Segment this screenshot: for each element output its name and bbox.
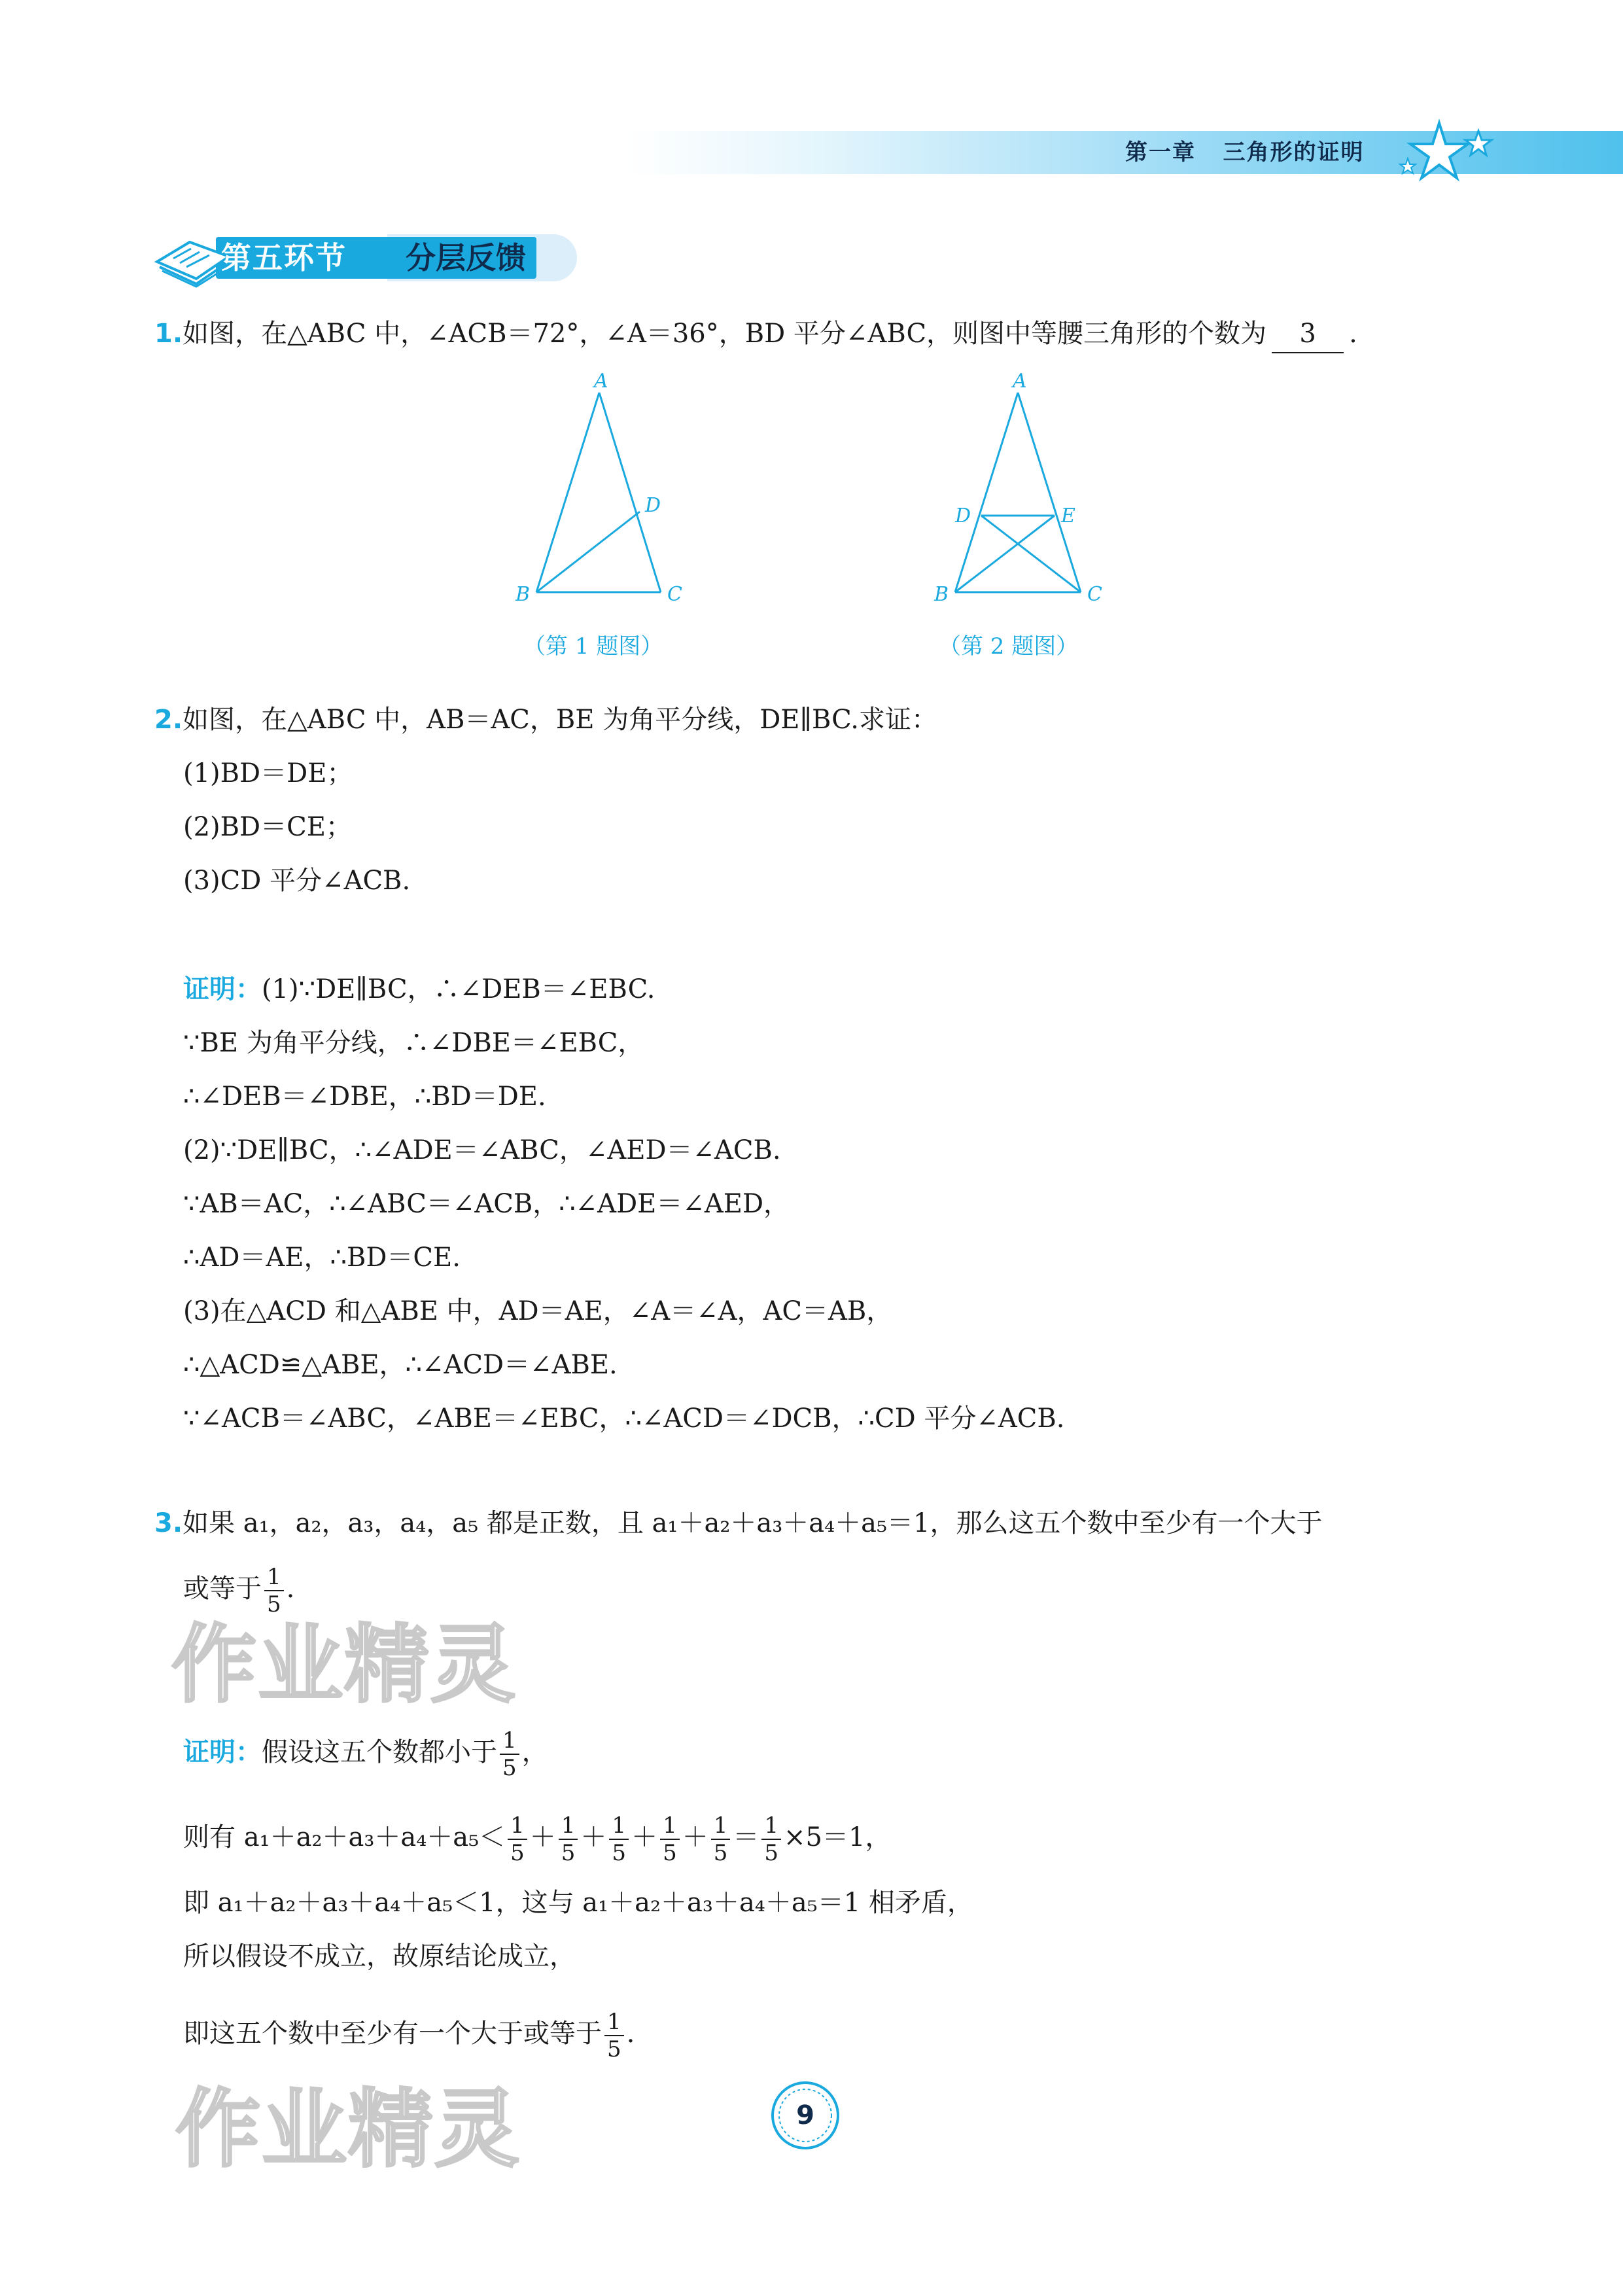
figure-2-lines: [955, 393, 1081, 592]
proof-2-line-4: (2)∵DE∥BC，∴∠ADE＝∠ABC，∠AED＝∠ACB.: [183, 1135, 781, 1165]
question-3-line-1: 如果 a₁，a₂，a₃，a₄，a₅ 都是正数，且 a₁＋a₂＋a₃＋a₄＋a₅＝1，那么这五个数中至少有一个大于: [183, 1508, 1323, 1538]
proof-3-text-5-end: .: [626, 2019, 635, 2049]
plus-sign: ＋: [631, 1822, 658, 1852]
question-2-part-1: (1)BD＝DE；: [183, 758, 353, 788]
fraction-one-fifth: [500, 1727, 519, 1781]
fraction-one-fifth: [559, 1812, 578, 1866]
equals-sign: ＝: [733, 1822, 759, 1852]
proof-3-line-1: [183, 1727, 548, 1781]
proof-2-line-8: ∴△ACD≌△ABE，∴∠ACD＝∠ABE.: [183, 1350, 618, 1380]
proof-3-line-4: 所以假设不成立，故原结论成立，: [183, 1941, 576, 1971]
question-1-answer: 3: [1272, 315, 1344, 353]
proof-2-line-1: [183, 971, 655, 1008]
fraction-den: 5: [502, 1755, 517, 1781]
fraction-den: 5: [607, 2036, 621, 2062]
fig1-label-d: D: [645, 494, 661, 517]
question-2-text: 如图，在△ABC 中，AB＝AC，BE 为角平分线，DE∥BC.求证：: [183, 705, 937, 735]
fig2-label-d: D: [955, 504, 971, 527]
fraction-den: 5: [764, 1840, 778, 1866]
proof-2-text-1: (1)∵DE∥BC，∴∠DEB＝∠EBC.: [262, 974, 655, 1004]
proof-3-line-3: 即 a₁＋a₂＋a₃＋a₄＋a₅＜1，这与 a₁＋a₂＋a₃＋a₄＋a₅＝1 相矛盾，: [183, 1888, 973, 1918]
question-1-end: .: [1349, 319, 1357, 349]
fraction-one-fifth: [604, 2009, 624, 2062]
fraction-one-fifth: [711, 1812, 731, 1866]
proof-3-text-1-end: ，: [521, 1737, 548, 1767]
question-3-number: 3.: [154, 1508, 183, 1538]
fraction-num: 1: [660, 1812, 680, 1840]
fig2-label-e: E: [1061, 504, 1075, 527]
fraction-num: 1: [761, 1812, 781, 1840]
fig1-label-a: A: [594, 370, 608, 393]
proof-2-line-2: ∵BE 为角平分线，∴∠DBE＝∠EBC，: [183, 1028, 644, 1058]
section-banner: [150, 229, 582, 288]
fig2-label-b: B: [934, 583, 949, 606]
question-2-part-2: (2)BD＝CE；: [183, 812, 352, 842]
question-1: [154, 315, 1357, 353]
question-3-line-2-end: .: [286, 1574, 295, 1604]
fraction-one-fifth: [508, 1812, 527, 1866]
fraction-num: 1: [711, 1812, 731, 1840]
page-number-badge: [769, 2079, 841, 2151]
fraction-num: 1: [609, 1812, 629, 1840]
figure-1-lines: [536, 393, 661, 592]
times-five: ×5＝1，: [783, 1822, 892, 1852]
proof-2-line-6: ∴AD＝AE，∴BD＝CE.: [183, 1243, 461, 1273]
fig1-label-c: C: [667, 583, 682, 606]
question-2-part-3: (3)CD 平分∠ACB.: [183, 866, 411, 896]
watermark-1: 作业精灵: [171, 1615, 517, 1714]
fig2-label-c: C: [1087, 583, 1102, 606]
proof-3-line-2: [183, 1812, 891, 1866]
plus-sign: ＋: [580, 1822, 607, 1852]
fraction-den: 5: [561, 1840, 576, 1866]
proof-2-line-7: (3)在△ACD 和△ABE 中，AD＝AE，∠A＝∠A，AC＝AB，: [183, 1296, 893, 1326]
proof-2-line-5: ∵AB＝AC，∴∠ABC＝∠ACB，∴∠ADE＝∠AED，: [183, 1189, 790, 1219]
page-number: 9: [796, 2100, 814, 2130]
proof-2-line-9: ∵∠ACB＝∠ABC，∠ABE＝∠EBC，∴∠ACD＝∠DCB，∴CD 平分∠ACB.: [183, 1404, 1065, 1434]
question-3-line-2-text: 或等于: [183, 1574, 262, 1604]
fraction-den: 5: [713, 1840, 728, 1866]
question-2: [154, 701, 937, 738]
question-3: [154, 1505, 1322, 1542]
chapter-title: 三角形的证明: [1223, 139, 1365, 166]
fraction-num: 1: [264, 1564, 284, 1591]
figure-2: [916, 366, 1125, 609]
figure-2-caption: （第 2 题图）: [939, 633, 1079, 660]
fraction-one-fifth: [660, 1812, 680, 1866]
fraction-one-fifth: [609, 1812, 629, 1866]
fraction-one-fifth: [761, 1812, 781, 1866]
question-2-number: 2.: [154, 705, 183, 735]
watermark-2: 作业精灵: [175, 2079, 521, 2179]
section-subtitle: 分层反馈: [406, 240, 526, 275]
chapter-number: 第一章: [1125, 139, 1196, 166]
fraction-den: 5: [510, 1840, 525, 1866]
fraction-num: 1: [500, 1727, 519, 1755]
plus-sign: ＋: [682, 1822, 708, 1852]
figure-1: [504, 366, 700, 609]
proof-3-text-1: 假设这五个数都小于: [262, 1737, 497, 1767]
fraction-num: 1: [559, 1812, 578, 1840]
proof-2-line-3: ∴∠DEB＝∠DBE，∴BD＝DE.: [183, 1082, 546, 1112]
section-title: 第五环节: [221, 240, 347, 275]
fig2-label-a: A: [1013, 370, 1027, 393]
stars-icon: [1393, 118, 1498, 190]
fraction-den: 5: [267, 1591, 281, 1617]
fraction-den: 5: [663, 1840, 677, 1866]
question-1-number: 1.: [154, 319, 183, 349]
proof-3-line-5: [183, 2009, 635, 2062]
question-1-text: 如图，在△ABC 中，∠ACB＝72°，∠A＝36°，BD 平分∠ABC，则图中等腰三角形的个数为: [183, 319, 1267, 349]
proof-2-label: 证明：: [183, 974, 262, 1004]
chapter-heading: [1125, 132, 1365, 173]
proof-3-text-2: 则有 a₁＋a₂＋a₃＋a₄＋a₅＜: [183, 1822, 506, 1852]
figure-1-caption: （第 1 题图）: [523, 633, 663, 660]
fraction-den: 5: [612, 1840, 627, 1866]
proof-3-text-5: 即这五个数中至少有一个大于或等于: [183, 2019, 602, 2049]
proof-3-label: 证明：: [183, 1737, 262, 1767]
fig1-label-b: B: [515, 583, 531, 606]
fraction-num: 1: [604, 2009, 624, 2036]
plus-sign: ＋: [529, 1822, 556, 1852]
fraction-num: 1: [508, 1812, 527, 1840]
